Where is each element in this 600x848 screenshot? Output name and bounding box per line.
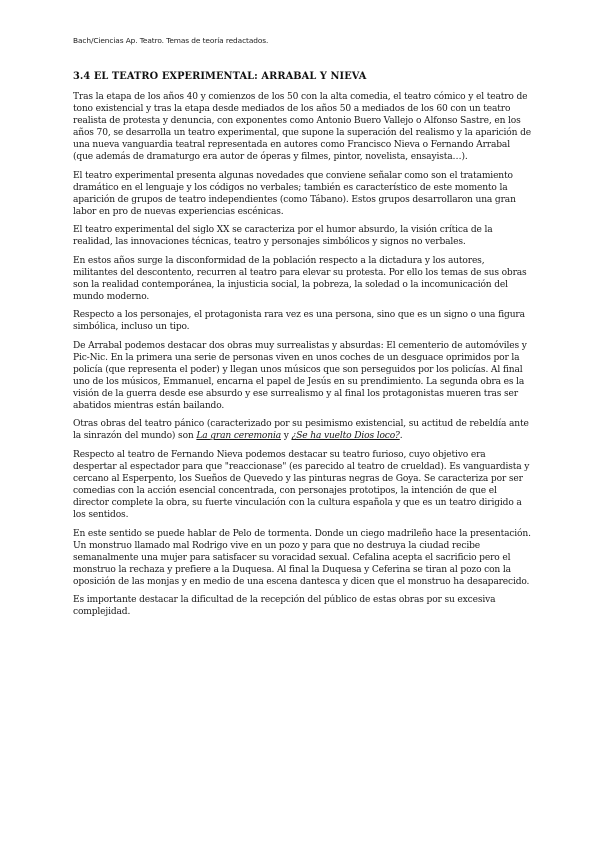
paragraph-characteristics: El teatro experimental del siglo XX se caracteriza por el humor absurdo, la visión crítica de la realidad, las innovaciones técnicas, teatro y personajes simbólicos y signos no verbales. xyxy=(73,225,493,248)
running-header: Bach/Ciencias Ap. Teatro. Temas de teoría redactados. xyxy=(73,36,269,45)
paragraph-nieva: Respecto al teatro de Fernando Nieva podemos destacar su teatro furioso, cuyo objetivo era despertar al espectador para que "reaccionase" (es parecido al teatro de crueldad). Es vanguardista y cercano al Esperpento, los Sueños de Quevedo y las pinturas negras de Goya. Se caracteriza por ser comedias con la acción esencial concentrada, con personajes prototipos, la intención de que el director complete la obra, su fuerte vinculación con la cultura española y que es un teatro dirigido a los sentidos. xyxy=(73,449,530,521)
panic-text-before: Otras obras del teatro pánico (caracterizado por su pesimismo existencial, su actitud de rebeldía ante la sinrazón del mundo) son xyxy=(73,419,529,442)
link-la-gran-ceremonia[interactable]: La gran ceremonia xyxy=(196,431,281,442)
paragraph-pelo-de-tormenta: En este sentido se puede hablar de Pelo de tormenta. Donde un ciego madrileño hace la presentación. Un monstruo llamado mal Rodrigo vive en un pozo y para que no destruya la ciudad recibe semanalmente una mujer para satisfacer su voracidad sexual. Cefalina acepta el sacrificio pero el monstruo la rechaza y prefiere a la Duquesa. Al final la Duquesa y Ceferina se tiran al pozo con la oposición de las monjas y en medio de una escena dantesca y dicen que el monstruo ha desaparecido. xyxy=(73,528,531,587)
paragraph-intro: Tras la etapa de los años 40 y comienzos de los 50 con la alta comedia, el teatro cómico y el teatro de tono existencial y tras la etapa desde mediados de los años 50 a mediados de los 60 con un teatro realista de protesta y denuncia, con exponentes como Antonio Buero Vallejo o Alfonso Sastre, en los años 70, se desarrolla un teatro experimental, que supone la superación del realismo y la aparición de una nueva vanguardia teatral representada en autores como Francisco Nieva o Fernando Arrabal (que además de dramaturgo era autor de óperas y filmes, pintor, novelista, ensayista…). xyxy=(73,92,531,163)
panic-text-middle: y xyxy=(281,431,292,442)
paragraph-novelties: El teatro experimental presenta algunas novedades que conviene señalar como son el tratamiento dramático en el lenguaje y los códigos no verbales; también es característico de este momento la aparición de grupos de teatro independientes (como Tábano). Estos grupos desarrollaron una gran labor en pro de nuevas experiencias escénicas. xyxy=(73,170,516,218)
paragraph-themes: En estos años surge la disconformidad de la población respecto a la dictadura y los autores, militantes del descontento, recurren al teatro para elevar su protesta. Por ello los temas de sus obras son la realidad contemporánea, la injusticia social, la pobreza, la soledad o la incomunicación del mundo moderno. xyxy=(73,255,527,302)
section-title: 3.4 EL TEATRO EXPERIMENTAL: ARRABAL Y NIEVA xyxy=(73,71,367,82)
paragraph-conclusion: Es importante destacar la dificultad de la recepción del público de estas obras por su excesiva complejidad. xyxy=(73,595,496,618)
link-se-ha-vuelto-dios-loco[interactable]: ¿Se ha vuelto Dios loco? xyxy=(291,431,400,442)
paragraph-characters: Respecto a los personajes, el protagonista rara vez es una persona, sino que es un signo o una figura simbólica, incluso un tipo. xyxy=(73,310,525,333)
document-body xyxy=(73,70,531,625)
panic-text-after: . xyxy=(399,431,403,442)
paragraph-arrabal: De Arrabal podemos destacar dos obras muy surrealistas y absurdas: El cementerio de automóviles y Pic-Nic. En la primera una serie de personas viven en unos coches de un desguace oprimidos por la policía (que representa el poder) y llegan unos músicos que son perseguidos por los policías. Al final uno de los músicos, Emmanuel, encarna el papel de Jesús en su prendimiento. La segunda obra es la visión de la guerra desde ese absurdo y ese surrealismo y al final los protagonistas mueren tras ser abatidos mientras están bailando. xyxy=(73,340,527,412)
paragraph-panic-theatre xyxy=(73,418,531,442)
